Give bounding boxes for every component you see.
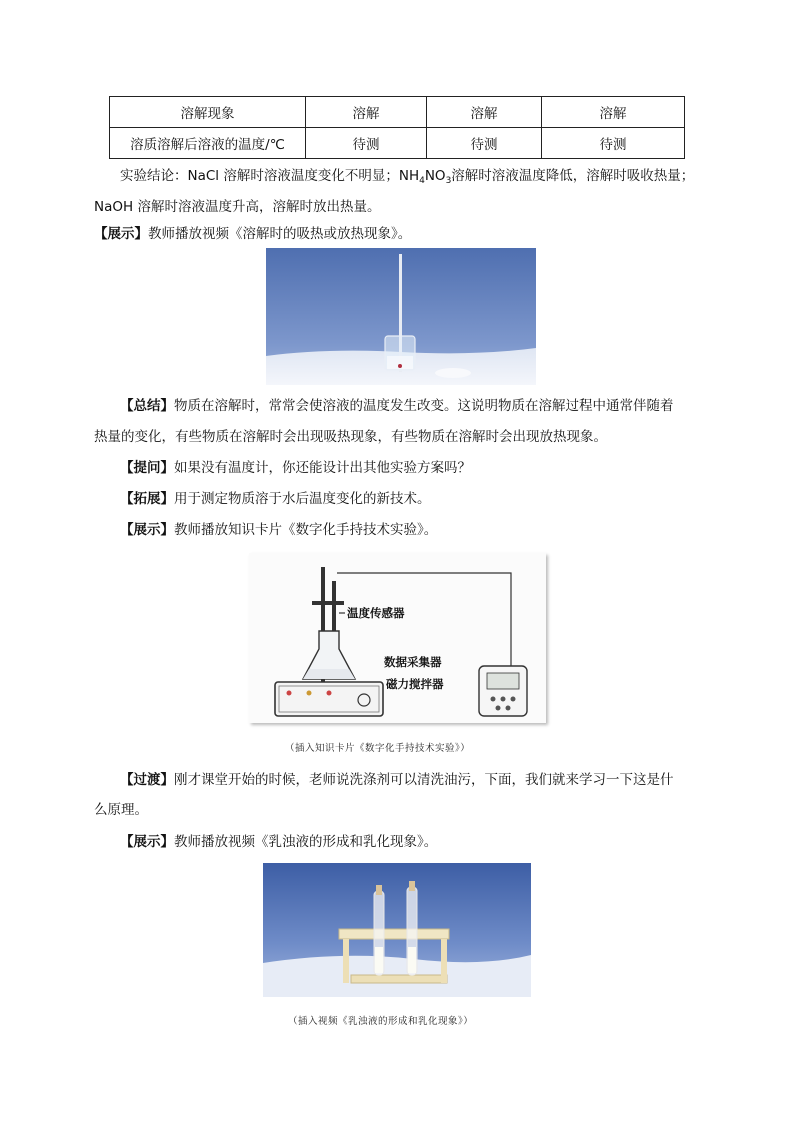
paragraph-text: 用于测定物质溶于水后温度变化的新技术。 — [174, 491, 431, 507]
table-cell: 待测 — [306, 128, 427, 159]
conclusion-line-1 — [120, 166, 694, 186]
section-tag: 【拓展】 — [120, 491, 174, 507]
paragraph-text: 教师播放视频《溶解时的吸热或放热现象》。 — [148, 226, 412, 242]
table-cell: 待测 — [427, 128, 542, 159]
apparatus-drawing — [249, 553, 546, 723]
summary-line-1 — [120, 396, 674, 416]
transition-line-2: 么原理。 — [94, 802, 148, 818]
video-still-emulsion — [263, 863, 531, 997]
table-cell: 溶解现象 — [110, 97, 306, 128]
table-cell: 溶解 — [542, 97, 685, 128]
paragraph-text: 教师播放知识卡片《数字化手持技术实验》。 — [174, 522, 438, 538]
show-paragraph-3 — [120, 832, 437, 852]
paragraph-text: 刚才课堂开始的时候，老师说洗涤剂可以清洗油污，下面，我们就来学习一下这是什 — [174, 772, 674, 788]
conclusion-text: 实验结论：NaCl 溶解时溶液温度变化不明显；NH — [120, 168, 420, 184]
caption-knowledge-card: （插入知识卡片《数字化手持技术实验》） — [285, 743, 471, 754]
caption-video: （插入视频《乳浊液的形成和乳化现象》） — [288, 1016, 474, 1027]
question-paragraph — [120, 458, 471, 478]
beaker-thermometer-image — [266, 248, 536, 385]
stirrer-label: 磁力搅拌器 — [386, 677, 444, 691]
sensor-label: 温度传感器 — [347, 606, 405, 620]
paragraph-text: 如果没有温度计，你还能设计出其他实验方案吗？ — [174, 460, 471, 476]
observation-table — [109, 96, 685, 159]
conclusion-text: 溶解时溶液温度降低，溶解时吸收热量； — [451, 168, 695, 184]
digital-experiment-diagram — [249, 553, 546, 723]
table-cell: 溶质溶解后溶液的温度/℃ — [110, 128, 306, 159]
paragraph-text: 物质在溶解时，常常会使溶液的温度发生改变。这说明物质在溶解过程中通常伴随着 — [174, 398, 674, 414]
section-tag: 【展示】 — [94, 226, 148, 242]
table-cell: 溶解 — [427, 97, 542, 128]
extend-paragraph — [120, 489, 431, 509]
section-tag: 【总结】 — [120, 398, 174, 414]
conclusion-line-2: NaOH 溶解时溶液温度升高，溶解时放出热量。 — [94, 199, 381, 215]
table-cell: 待测 — [542, 128, 685, 159]
video-still-dissolution — [266, 248, 536, 385]
table-cell: 溶解 — [306, 97, 427, 128]
table-row — [110, 128, 685, 159]
section-tag: 【提问】 — [120, 460, 174, 476]
show-paragraph-1 — [94, 224, 411, 244]
table-row — [110, 97, 685, 128]
conclusion-text: NO — [424, 168, 446, 184]
test-tube-rack-image — [263, 863, 531, 997]
subscript: 4 — [419, 176, 425, 186]
show-paragraph-2 — [120, 520, 437, 540]
section-tag: 【过渡】 — [120, 772, 174, 788]
section-tag: 【展示】 — [120, 522, 174, 538]
collector-label: 数据采集器 — [384, 655, 442, 669]
subscript: 3 — [445, 176, 452, 186]
section-tag: 【展示】 — [120, 834, 174, 850]
paragraph-text: 教师播放视频《乳浊液的形成和乳化现象》。 — [174, 834, 438, 850]
transition-line-1 — [120, 770, 674, 790]
summary-line-2: 热量的变化，有些物质在溶解时会出现吸热现象，有些物质在溶解时会出现放热现象。 — [94, 429, 607, 445]
